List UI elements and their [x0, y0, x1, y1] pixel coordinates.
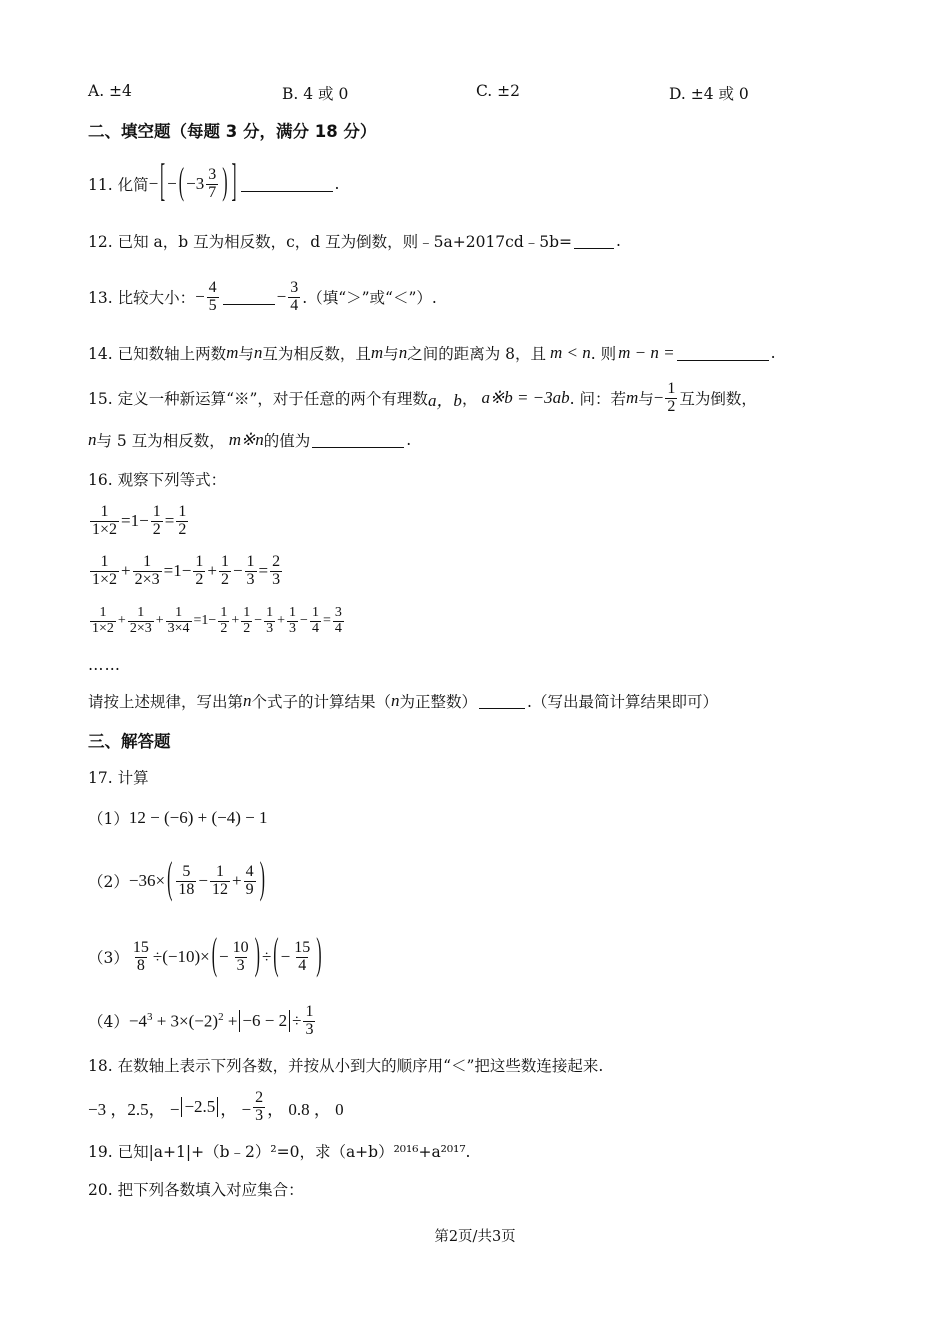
- q14-var-n-2: n: [398, 343, 408, 362]
- question-13: 13. 比较大小： − $\frac{4}{5}$ − $\frac{3}{4}$ .（填“＞”或“＜”）.: [88, 278, 437, 314]
- q15-definition: a※b = −3ab: [481, 388, 570, 407]
- q11-label: 11. 化简: [88, 176, 149, 194]
- q17-expression-1: 12 − (−6) + (−4) − 1: [128, 808, 268, 827]
- q15-text-6: 与 5 互为相反数，: [96, 432, 225, 450]
- q14-var-m-2: m: [370, 343, 384, 362]
- q11-answer-blank: [241, 177, 333, 192]
- q17-part-3-label: （3）: [88, 949, 129, 967]
- q16-answer-blank: [479, 694, 525, 709]
- q14-condition: m < n: [549, 343, 591, 362]
- q18-numbers: −3 ，2.5， − −2.5 ， − $\frac{2}{3}$ ， 0.8 ， 0: [88, 1088, 344, 1124]
- q12-text: 12. 已知 a，b 互为相反数，c，d 互为倒数，则﹣5a+2017cd﹣5b=: [88, 233, 573, 251]
- q16-label: 16. 观察下列等式：: [88, 471, 227, 489]
- q15-text-7: 的值为: [263, 432, 311, 450]
- q14-expression: m − n =: [618, 343, 675, 362]
- q15-text-2: ，: [461, 390, 478, 408]
- q14-var-n: n: [253, 343, 263, 362]
- q12-end: .: [616, 232, 621, 250]
- q16-prompt-3: 为正整数）: [399, 693, 478, 711]
- q14-text-6: . 则: [590, 345, 617, 363]
- q13-fraction-2: $\frac{3}{4}$: [290, 278, 299, 314]
- question-12: [88, 230, 621, 252]
- q15-answer-blank: [312, 433, 404, 448]
- q15-text-4: 与: [638, 390, 654, 408]
- q17-label: 17. 计算: [88, 769, 149, 787]
- q12-answer-blank: [574, 234, 614, 249]
- q19-text: 19. 已知|a+1|+（b﹣2）²=0，求（a+b）²⁰¹⁶+a²⁰¹⁷.: [88, 1143, 471, 1161]
- q15-text-1: 15. 定义一种新运算“※”，对于任意的两个有理数: [88, 390, 428, 408]
- q15-expression: m※n: [228, 430, 264, 449]
- q14-text-3: 互为相反数，且: [262, 345, 371, 363]
- section-2-heading: 二、填空题（每题 3 分，满分 18 分）: [88, 122, 377, 141]
- q16-prompt-1: 请按上述规律，写出第: [88, 693, 244, 711]
- q16-var-n: n: [243, 691, 252, 710]
- q17-part-1: [88, 806, 267, 830]
- option-d: D. ±4 或 0: [669, 85, 749, 103]
- q17-part-1-label: （1）: [88, 810, 129, 828]
- q15-fraction: $\frac{1}{2}$: [667, 379, 676, 415]
- q14-text-5: 之间的距离为 8，且: [407, 345, 546, 363]
- question-15-line-2: [88, 429, 411, 451]
- q20-text: 20. 把下列各数填入对应集合：: [88, 1181, 304, 1199]
- option-b: B. 4 或 0: [282, 85, 349, 103]
- q16-var-n-2: n: [391, 691, 400, 710]
- q16-equation-3: $\frac{1}{1\times 2}$ + $\frac{1}{2\times 3}$ + $\frac{1}{3\times 4}$ =1− $\frac{1}{2}$ + $\frac{1}{2}$ − $\frac{1}{3}$ + $\frac{1}{3}$ − $\frac{1}{4}$ = $\frac{3}{4}$: [92, 604, 342, 636]
- question-15: 15. 定义一种新运算“※”，对于任意的两个有理数 a，b ， a※b = −3ab . 问：若 m 与 − $\frac{1}{2}$ 互为倒数，: [88, 379, 757, 415]
- q16-prompt-4: .（写出最简计算结果即可）: [527, 693, 718, 711]
- q17-part-2-label: （2）: [88, 873, 129, 891]
- q11-whole: 3: [195, 174, 205, 193]
- q16-equation-2: $\frac{1}{1\times 2}$ + $\frac{1}{2\times 3}$ =1− $\frac{1}{2}$ + $\frac{1}{2}$ − $\frac{1}{3}$ = $\frac{2}{3}$: [92, 552, 281, 588]
- q14-text-4: 与: [383, 345, 399, 363]
- question-14: [88, 342, 776, 364]
- q15-end: .: [406, 431, 412, 449]
- q14-var-m: m: [226, 343, 239, 362]
- q16-prompt-2: 个式子的计算结果（: [251, 693, 392, 711]
- q18-text: 18. 在数轴上表示下列各数，并按从小到大的顺序用“＜”把这些数连接起来.: [88, 1057, 604, 1075]
- q17-part-2: （2） −36× ( $\frac{5}{18}$ − $\frac{1}{12}$ + $\frac{4}{9}$ ): [88, 855, 265, 904]
- q13-fraction-1: $\frac{4}{5}$: [208, 278, 217, 314]
- q17-part-4: （4） $-4^3 + 3\times(-2)^2$ + −6 − 2 ÷ $\frac{1}{3}$: [88, 1002, 314, 1038]
- q15-text-5: 互为倒数，: [679, 390, 757, 408]
- q16-prompt: [88, 690, 718, 712]
- q14-text-2: 与: [238, 345, 254, 363]
- q15-var-m: m: [626, 388, 639, 407]
- q14-answer-blank: [677, 346, 769, 361]
- q13-tail: .（填“＞”或“＜”）.: [302, 289, 437, 307]
- q13-label: 13. 比较大小：: [88, 289, 196, 307]
- section-3-heading: 三、解答题: [88, 732, 171, 751]
- q14-text-1: 14. 已知数轴上两数: [88, 345, 227, 363]
- q15-var-n: n: [88, 430, 97, 449]
- option-c: C. ±2: [476, 82, 521, 100]
- q16-ellipsis: ……: [88, 656, 121, 674]
- q15-text-3: . 问：若: [569, 390, 626, 408]
- q11-fraction: $\frac{3}{7}$: [208, 165, 217, 201]
- q15-vars-ab: a，b: [427, 390, 462, 410]
- q14-end: .: [770, 344, 776, 362]
- q17-part-4-label: （4）: [88, 1013, 129, 1031]
- q17-part-3: （3） $\frac{15}{8}$ ÷(−10)× ( − $\frac{10}{3}$ ) ÷ ( − $\frac{15}{4}$ ): [88, 931, 322, 980]
- q16-equation-1: $\frac{1}{1\times 2}$ =1− $\frac{1}{2}$ = $\frac{1}{2}$: [92, 502, 187, 538]
- page-footer: 第2页/共3页: [434, 1229, 516, 1245]
- q13-answer-blank: [223, 290, 275, 305]
- option-a: A. ±4: [88, 82, 132, 100]
- question-11: 11. 化简 − [ − ( − 3 $\frac{3}{7}$ ) ] .: [88, 158, 340, 207]
